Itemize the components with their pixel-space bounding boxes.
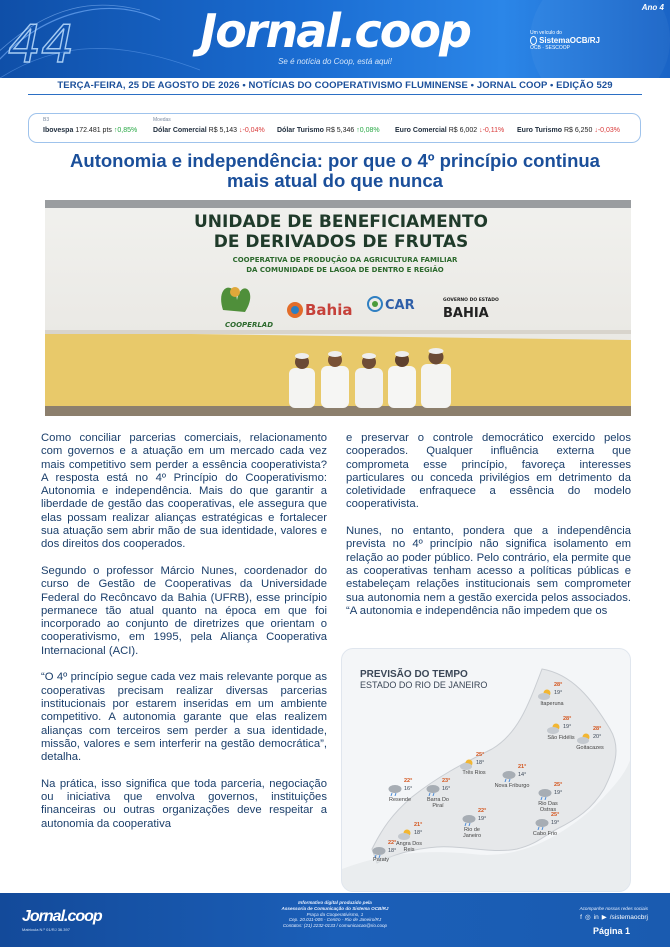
svg-text:BAHIA: BAHIA — [443, 306, 489, 321]
photo-sign-line1: UNIDADE DE BENEFICIAMENTO — [193, 212, 489, 232]
footer-social-links — [580, 913, 648, 921]
ticker-label-moedas: Moedas — [153, 117, 171, 123]
paragraph: Nunes, no entanto, pondera que a independência prevista no 4º princípio não significa isolamento em relação ao poder público. Pelo contrário, ela permite que as cooperativas tenham acesso a políticas públicas e estabeleçam relações institucionais sem comprometer sua autonomia nem a gestão exercida pelos associados. “A autonomia e independência não impedem que os — [346, 525, 631, 617]
city-nova-friburgo: Nova Friburgo — [494, 783, 530, 789]
photo-sign-line2: DE DERIVADOS DE FRUTAS — [213, 232, 469, 252]
city-paraty: Paraty — [373, 857, 389, 863]
sistema-ocb-logo[interactable] — [530, 30, 600, 51]
paragraph: Como conciliar parcerias comerciais, relacionamento com governos e a atuação em um mercado cada vez mais competitivo sem perder a essência cooperativista? A resposta está no 4º Princípio do Cooperativismo: Autonomia e independência. Mais do que garantir a liberdade de gestão das cooperativas, ele assegura que elas possam realizar alianças estratégicas e fortalecer sua atuação sem abrir mão de sua identidade, valores e dos direitos dos cooperados. — [41, 432, 327, 551]
city-itaperuna: Itaperuna — [540, 701, 564, 707]
svg-text:CAR: CAR — [385, 298, 415, 313]
city-rio-de-janeiro: Rio de Janeiro — [462, 827, 482, 839]
paragraph: “O 4º princípio segue cada vez mais relevante porque as cooperativas precisam realizar diversas parcerias institucionais por estarem inseridas em um ambiente competitivo. A autonomia garante que elas realizem alianças com terceiros sem perder a sua identidade, missão, valores e sem interferir na gestão democrática”, detalha. — [41, 671, 327, 764]
svg-text:44: 44 — [8, 15, 75, 75]
social-handle[interactable]: /sistemaocbrj — [609, 913, 648, 921]
sistema-circle-icon — [530, 36, 537, 45]
photo-sign-line3: COOPERATIVA DE PRODUÇÃO DA AGRICULTURA FAMILIAR — [232, 256, 458, 264]
youtube-icon[interactable]: ▶ — [601, 914, 607, 921]
dateline: TERÇA-FEIRA, 25 DE AGOSTO DE 2026 • NOTÍCIAS DO COOPERATIVISMO FLUMINENSE • JORNAL COOP • EDIÇÃO 529 — [57, 80, 613, 91]
svg-text:COOPERLAD: COOPERLAD — [225, 321, 274, 329]
svg-text:GOVERNO DO ESTADO: GOVERNO DO ESTADO — [443, 298, 499, 303]
instagram-icon[interactable]: ◎ — [584, 914, 591, 921]
ticker-item: Ibovespa 172.481 pts ↑0,85% — [43, 127, 138, 134]
jornal-coop-logo[interactable]: Jornal.coop — [200, 4, 470, 58]
footer-info: Informativo digital produzido pela Assessoria de Comunicação do Sistema OCB/RJ Praça da Cooperativismo, 1 Cep. 20.011-005 - Centro - Rio de Janeiro/RJ Contatos: (21) 2232-0133 / comunicacao@rio.coop — [281, 900, 389, 929]
sistema-sub: OCB · SESCOOP — [530, 45, 571, 51]
arrow-up-icon: ↑ — [113, 127, 118, 134]
paragraph: e preservar o controle democrático exercido pelos cooperados. Qualquer influência externa que comprometa esse princípio, favoreça interesses particulares ou conceda privilégios em detrimento da coletividade enfraquece a essência do modelo cooperativista. — [346, 432, 631, 511]
bahia-logo — [287, 301, 353, 319]
masthead — [0, 0, 670, 78]
weather-subtitle: ESTADO DO RIO DE JANEIRO — [360, 680, 488, 690]
ticker-item: Dólar Turismo R$ 5,346 ↑0,08% — [277, 127, 380, 134]
city-angra-dos-reis: Angra Dos Reis — [396, 841, 422, 853]
weather-title: PREVISÃO DO TEMPO — [360, 669, 468, 680]
city-tres-rios: Três Rios — [462, 770, 486, 776]
slogan: Se é notícia do Coop, está aqui! — [278, 57, 392, 66]
article-photo-illustration — [45, 200, 631, 416]
footer — [0, 893, 670, 947]
ticker-item: Euro Comercial R$ 6,002 ↓-0,11% — [395, 127, 505, 134]
city-sao-fidelis: São Fidélis — [547, 735, 575, 741]
footer-social-label: Acompanhe nossas redes sociais — [579, 906, 648, 911]
year-badge: Ano 4 — [641, 3, 664, 12]
market-ticker — [28, 113, 641, 143]
photo-sign-line4: DA COMUNIDADE DE LAGOA DE DENTRO E REGIÃO — [246, 266, 444, 274]
divider — [28, 94, 642, 95]
article-column-2 — [346, 432, 631, 631]
arrow-up-icon: ↑ — [356, 127, 360, 134]
arrow-down-icon: ↓ — [594, 127, 598, 134]
city-goitacazes: Goitacazes — [576, 745, 604, 751]
sistema-name: SistemaOCB/RJ — [530, 36, 600, 45]
ticker-item: Dólar Comercial R$ 5,143 ↓-0,04% — [153, 127, 265, 134]
footer-matricula: Matrícula N.º 01/RJ 36.397 — [22, 927, 70, 932]
footer-logo[interactable]: Jornal.coop — [22, 908, 102, 925]
city-resende: Resende — [388, 797, 412, 803]
city-cabo-frio: Cabo Frio — [532, 831, 558, 837]
article-photo — [45, 200, 631, 416]
article-column-1 — [41, 432, 327, 844]
linkedin-icon[interactable]: in — [593, 913, 599, 921]
weather-forecast-map: PREVISÃO DO TEMPO ESTADO DO RIO DE JANEIRO 28° 19° Itaperuna 28° 19° São Fidélis 28° 20° Goitacazes 25° 18° Três Rios 21° 14° Nova Friburgo 22° 16° Resende 23° 16° Barra Do Piraí 25° 19° Rio Das Ostras 22° 19° Rio de Janeiro 25° 19° Cabo Frio 21° 18° Angra Dos Reis 22° 18° Paraty — [341, 648, 631, 892]
article-headline: Autonomia e independência: por que o 4º princípio continua mais atual do que nunca — [70, 150, 600, 191]
city-rio-das-ostras: Rio Das Ostras — [538, 801, 558, 813]
page-number: Página 1 — [592, 926, 630, 936]
paragraph: Na prática, isso significa que toda parceria, negociação ou iniciativa que envolva governos, instituições financeiras ou outras organizações deve respeitar a autonomia da cooperativa — [41, 777, 327, 830]
arrow-down-icon: ↓ — [239, 127, 243, 134]
ticker-label-b3: B3 — [43, 117, 50, 123]
city-barra-do-pirai: Barra Do Piraí — [426, 797, 449, 809]
svg-text:Bahia: Bahia — [305, 301, 353, 319]
ticker-item: Euro Turismo R$ 6,250 ↓-0,03% — [517, 127, 620, 134]
facebook-icon[interactable]: f — [580, 913, 582, 921]
arrow-down-icon: ↓ — [479, 127, 483, 134]
sistema-label: Um veículo do — [530, 30, 562, 36]
paragraph: Segundo o professor Márcio Nunes, coordenador do curso de Gestão de Cooperativas da Universidade Federal do Recôncavo da Bahia (UFRB), esse princípio permanece tão atual quanto na época em que foi incorporado ao conjunto de diretrizes que orientam o cooperativismo, em 1995, pela Aliança Cooperativa Internacional (ACI). — [41, 564, 327, 657]
